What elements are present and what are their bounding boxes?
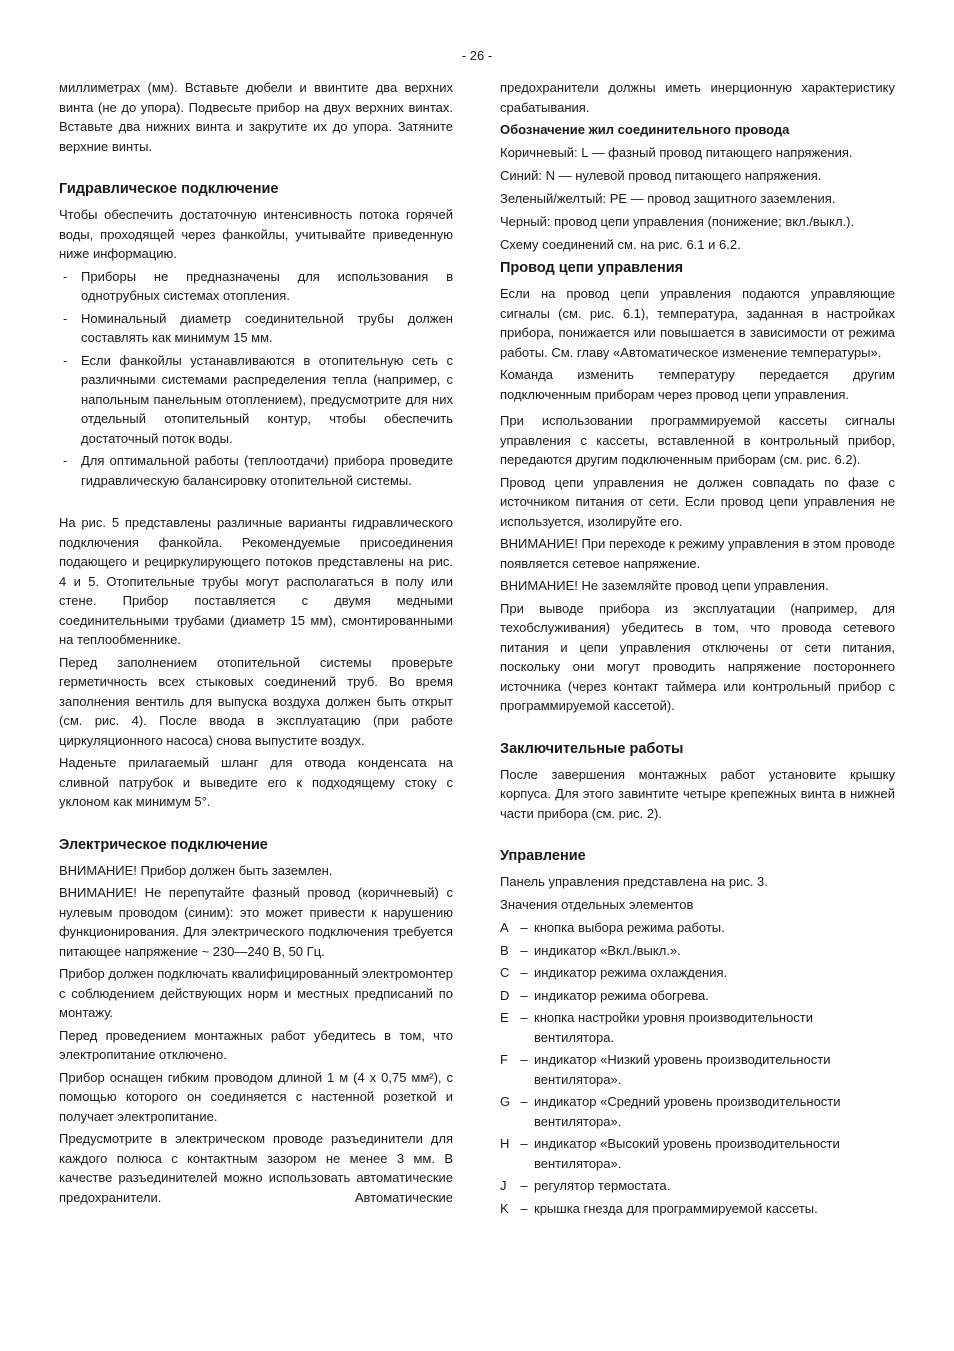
hydraulic-intro: Чтобы обеспечить достаточную интенсивность потока горячей воды, проходящей через фанкойлы, учитывайте приведенную ниже информацию. — [59, 207, 453, 261]
list-item: - Для оптимальной работы (теплоотдачи) прибора проведите гидравлическую балансировку отопительной системы. — [59, 451, 453, 490]
legend-text: регулятор термостата. — [534, 1178, 671, 1193]
legend-dash: – — [520, 1094, 528, 1109]
list-item — [500, 1199, 895, 1219]
wire-line: Синий: N — нулевой провод питающего напряжения. — [500, 168, 822, 183]
wire-line: Черный: провод цепи управления (понижение; вкл./выкл.). — [500, 214, 855, 229]
legend-dash: – — [520, 1178, 528, 1193]
list-item — [500, 986, 895, 1006]
legend-dash: – — [520, 1052, 528, 1067]
legend-key: H — [500, 1136, 510, 1151]
legend-dash: – — [520, 987, 528, 1003]
list-item — [500, 1176, 895, 1196]
electrical-paragraph: ВНИМАНИЕ! Прибор должен быть заземлен. — [59, 862, 333, 878]
electrical-paragraph: ВНИМАНИЕ! Не перепутайте фазный провод (коричневый) с нулевым проводом (синим): это может привести к нарушению функционирования. Для электрического подключения требуется питающее напряжение ~ 230—240 В, 50 Гц. — [59, 885, 453, 959]
control-wire-paragraph: ВНИМАНИЕ! Не заземляйте провод цепи управления. — [500, 578, 829, 593]
list-item: - Приборы не предназначены для использования в однотрубных системах отопления. — [59, 267, 453, 306]
legend-key: G — [500, 1094, 511, 1109]
legend-dash: – — [520, 965, 528, 980]
electrical-paragraph: Прибор должен подключать квалифицированный электромонтер с соблюдением действующих норм и местных предписаний по монтажу. — [59, 966, 453, 1020]
legend-text: индикатор режима обогрева. — [534, 987, 709, 1003]
list-item: - Если фанкойлы устанавливаются в отопительную сеть с различными системами распределения тепла (например, с напольным панельным отоплением), предусмотрите для них отдельный отопительный контур, чтобы обеспечить достаточный поток воды. — [59, 351, 453, 449]
mounting-continuation: миллиметрах (мм). Вставьте дюбели и ввинтите два верхних винта (не до упора). Подвесьте прибор на двух верхних винтах. Вставьте два нижних винта и закрутите их до упора. Затяните верхние винты. — [59, 80, 453, 154]
legend-key: B — [500, 942, 509, 958]
wires-title: Обозначение жил соединительного провода — [500, 122, 790, 137]
hydraulic-list — [59, 267, 453, 491]
control-legend — [500, 918, 895, 1218]
electrical-paragraph: Прибор оснащен гибким проводом длиной 1 м (4 x 0,75 мм²), с помощью которого он соединяется с настенной розеткой и получает электропитание. — [59, 1069, 453, 1124]
control-wire-paragraph: Если на провод цепи управления подаются управляющие сигналы (см. рис. 6.1), температура, заданная в настройках прибора, понижается или повышается в зависимости от режима работы. См. главу «Автоматическое изменение температуры». — [500, 286, 895, 360]
control-wire-title: Провод цепи управления — [500, 260, 684, 276]
hydraulic-paragraph: На рис. 5 представлены различные варианты гидравлического подключения фанкойла. Рекомендуемые присоединения подающего и рециркулирующего потоков представлены на рис. 4 и 5. Отопительные трубы могут располагаться в полу или стене. Прибор поставляется с двумя медными соединительными трубами (диаметр 15 мм), смонтированными на теплообменнике. — [59, 515, 453, 647]
left-column — [59, 78, 453, 1210]
legend-text: индикатор режима охлаждения. — [534, 965, 728, 980]
wire-line: Зеленый/желтый: PE — провод защитного заземления. — [500, 191, 836, 206]
hydraulic-paragraph: Перед заполнением отопительной системы проверьте герметичность всех стыковых соединений труб. Во время заполнения вентиль для выпуска воздуха должен быть открыт (см. рис. 4). После ввода в эксплуатацию (при работе циркуляционного насоса) снова выпустите воздух. — [59, 654, 453, 748]
legend-key: A — [500, 920, 509, 935]
electrical-section — [59, 835, 453, 1208]
control-wire-paragraph: ВНИМАНИЕ! При переходе к режиму управления в этом проводе появляется сетевое напряжение. — [500, 536, 895, 571]
legend-dash: – — [520, 920, 528, 935]
control-wire-section — [500, 258, 895, 716]
legend-text: индикатор «Вкл./выкл.». — [534, 942, 681, 958]
legend-text: крышка гнезда для программируемой кассеты. — [534, 1200, 818, 1216]
control-intro: Панель управления представлена на рис. 3. — [500, 874, 768, 889]
control-intro: Значения отдельных элементов — [500, 897, 694, 912]
list-item: - Номинальный диаметр соединительной трубы должен составлять как минимум 15 мм. — [59, 309, 453, 348]
legend-key: C — [500, 965, 510, 980]
list-item — [500, 1050, 895, 1089]
electrical-paragraph: Перед проведением монтажных работ убедитесь в том, что электропитание отключено. — [59, 1027, 453, 1062]
legend-key: E — [500, 1010, 509, 1025]
final-section — [500, 739, 895, 824]
list-item — [500, 918, 895, 938]
wires-section — [500, 120, 895, 255]
final-paragraph: После завершения монтажных работ установите крышку корпуса. Для этого завинтите четыре крепежных винта в нижней части прибора (см. рис. 2). — [500, 766, 895, 821]
control-wire-paragraph: Команда изменить температуру передается другим подключенным приборам через провод цепи управления. — [500, 367, 895, 402]
list-item — [500, 1134, 895, 1173]
legend-dash: – — [520, 942, 528, 958]
right-column — [500, 78, 895, 1221]
list-item — [500, 941, 895, 961]
legend-key: K — [500, 1200, 509, 1216]
legend-dash: – — [520, 1200, 528, 1216]
legend-key: F — [500, 1052, 508, 1067]
legend-text: кнопка настройки уровня производительности вентилятора. — [534, 1010, 814, 1045]
control-title: Управление — [500, 848, 586, 864]
control-section — [500, 846, 895, 1218]
list-item — [500, 1008, 895, 1047]
electrical-title: Электрическое подключение — [59, 836, 268, 853]
legend-key: J — [500, 1178, 507, 1193]
legend-text: индикатор «Средний уровень производительности вентилятора». — [534, 1094, 841, 1129]
final-title: Заключительные работы — [500, 740, 684, 757]
legend-text: индикатор «Низкий уровень производительности вентилятора». — [534, 1052, 831, 1087]
legend-text: кнопка выбора режима работы. — [534, 920, 725, 935]
legend-text: индикатор «Высокий уровень производительности вентилятора». — [534, 1136, 840, 1171]
list-item — [500, 963, 895, 983]
electrical-paragraph: Предусмотрите в электрическом проводе разъединители для каждого полюса с контактным зазором не менее 3 мм. В качестве разъединителей можно использовать автоматические предохранители. Автоматические — [59, 1131, 453, 1205]
page-number: - 26 - — [461, 48, 493, 63]
hydraulic-title: Гидравлическое подключение — [59, 181, 279, 197]
list-item — [500, 1092, 895, 1131]
control-wire-paragraph: При использовании программируемой кассеты сигналы управления с кассеты, вставленной в контрольный прибор, передаются другим подключенным приборам (см. рис. 6.2). — [500, 413, 895, 467]
fuse-continuation: предохранители должны иметь инерционную характеристику срабатывания. — [500, 80, 895, 115]
hydraulic-section — [59, 179, 453, 812]
control-wire-paragraph: Провод цепи управления не должен совпадать по фазе с источником питания от сети. Если провод цепи управления не используется, изолируйте его. — [500, 474, 895, 529]
hydraulic-paragraph: Наденьте прилагаемый шланг для отвода конденсата на сливной патрубок и выведите его к подходящему стоку с уклоном как минимум 5°. — [59, 755, 453, 809]
legend-dash: – — [520, 1010, 528, 1025]
wire-line: Коричневый: L — фазный провод питающего напряжения. — [500, 145, 853, 160]
wire-line: Схему соединений см. на рис. 6.1 и 6.2. — [500, 237, 741, 252]
legend-key: D — [500, 987, 510, 1003]
legend-dash: – — [520, 1136, 528, 1151]
control-wire-paragraph: При выводе прибора из эксплуатации (например, для техобслуживания) убедитесь в том, что провода сетевого питания и цепи управления отключены от сети питания, поскольку они могут проводить напряжение постороннего источника (через контакт таймера или контрольный прибор с программируемой кассетой). — [500, 600, 895, 713]
